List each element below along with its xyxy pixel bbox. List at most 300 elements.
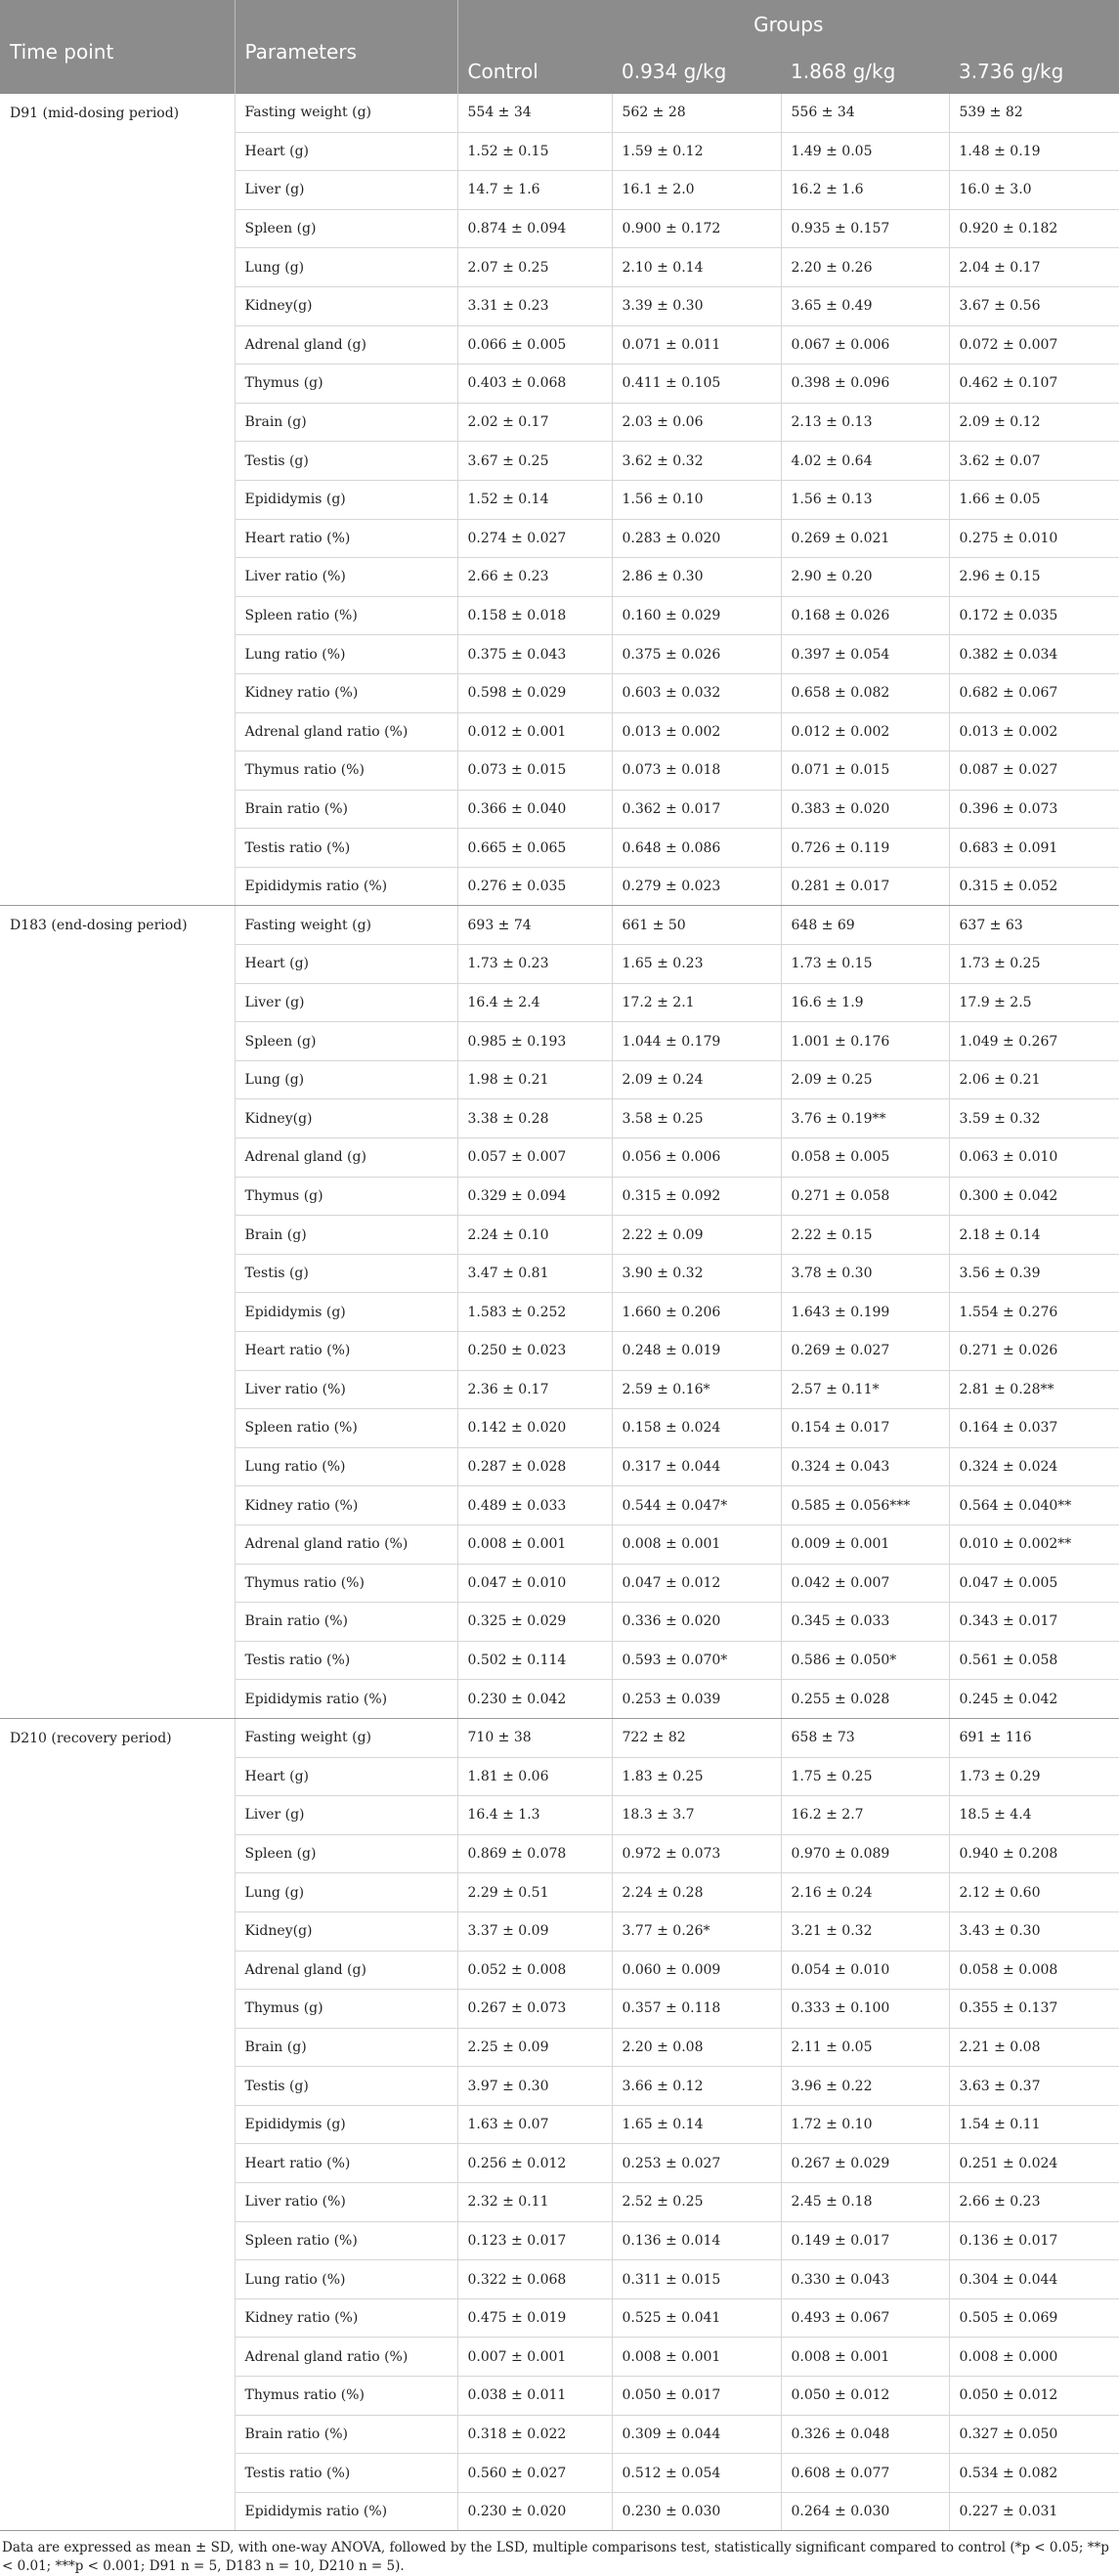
control-cell: 0.007 ± 0.001	[457, 2338, 612, 2377]
dose-mid-cell: 0.493 ± 0.067	[781, 2298, 949, 2338]
parameter-cell: Kidney(g)	[235, 286, 457, 325]
control-cell: 0.329 ± 0.094	[457, 1177, 612, 1216]
control-cell: 0.158 ± 0.018	[457, 596, 612, 635]
control-cell: 0.318 ± 0.022	[457, 2415, 612, 2454]
parameter-cell: Lung (g)	[235, 248, 457, 287]
parameter-cell: Brain (g)	[235, 403, 457, 442]
dose-low-cell: 0.317 ± 0.044	[612, 1447, 781, 1486]
dose-high-cell: 2.04 ± 0.17	[949, 248, 1119, 287]
parameter-cell: Thymus ratio (%)	[235, 2377, 457, 2416]
dose-low-cell: 0.047 ± 0.012	[612, 1564, 781, 1603]
dose-mid-cell: 0.267 ± 0.029	[781, 2144, 949, 2183]
dose-high-cell: 0.343 ± 0.017	[949, 1603, 1119, 1642]
control-cell: 0.874 ± 0.094	[457, 209, 612, 248]
dose-low-cell: 0.279 ± 0.023	[612, 867, 781, 906]
parameter-cell: Epididymis (g)	[235, 1293, 457, 1332]
dose-mid-cell: 3.21 ± 0.32	[781, 1911, 949, 1951]
dose-low-cell: 0.253 ± 0.027	[612, 2144, 781, 2183]
control-cell: 0.274 ± 0.027	[457, 519, 612, 558]
time-point-cell: D210 (recovery period)	[0, 1718, 235, 2530]
parameter-cell: Spleen (g)	[235, 209, 457, 248]
dose-low-cell: 0.375 ± 0.026	[612, 635, 781, 674]
control-cell: 0.230 ± 0.020	[457, 2492, 612, 2531]
time-point-cell: D183 (end-dosing period)	[0, 906, 235, 1718]
control-cell: 1.583 ± 0.252	[457, 1293, 612, 1332]
dose-high-cell: 0.164 ± 0.037	[949, 1409, 1119, 1448]
header-col-dose-mid: 1.868 g/kg	[781, 48, 949, 94]
header-groups: Groups	[457, 0, 1119, 48]
control-cell: 1.73 ± 0.23	[457, 945, 612, 984]
dose-low-cell: 16.1 ± 2.0	[612, 171, 781, 210]
dose-high-cell: 3.56 ± 0.39	[949, 1254, 1119, 1293]
dose-low-cell: 0.309 ± 0.044	[612, 2415, 781, 2454]
control-cell: 1.81 ± 0.06	[457, 1757, 612, 1796]
parameter-cell: Epididymis ratio (%)	[235, 1680, 457, 1719]
control-cell: 0.287 ± 0.028	[457, 1447, 612, 1486]
dose-high-cell: 0.300 ± 0.042	[949, 1177, 1119, 1216]
control-cell: 3.67 ± 0.25	[457, 442, 612, 481]
parameter-cell: Brain ratio (%)	[235, 2415, 457, 2454]
parameter-cell: Heart ratio (%)	[235, 519, 457, 558]
control-cell: 0.267 ± 0.073	[457, 1990, 612, 2029]
control-cell: 16.4 ± 1.3	[457, 1796, 612, 1835]
dose-low-cell: 0.060 ± 0.009	[612, 1951, 781, 1990]
dose-low-cell: 0.283 ± 0.020	[612, 519, 781, 558]
dose-mid-cell: 0.255 ± 0.028	[781, 1680, 949, 1719]
parameter-cell: Spleen ratio (%)	[235, 2221, 457, 2260]
header-parameters: Parameters	[235, 0, 457, 94]
control-cell: 0.598 ± 0.029	[457, 673, 612, 712]
dose-high-cell: 0.324 ± 0.024	[949, 1447, 1119, 1486]
dose-mid-cell: 1.49 ± 0.05	[781, 132, 949, 171]
dose-low-cell: 2.03 ± 0.06	[612, 403, 781, 442]
dose-mid-cell: 556 ± 34	[781, 94, 949, 132]
dose-mid-cell: 0.326 ± 0.048	[781, 2415, 949, 2454]
dose-high-cell: 0.227 ± 0.031	[949, 2492, 1119, 2531]
control-cell: 2.32 ± 0.11	[457, 2183, 612, 2222]
control-cell: 0.123 ± 0.017	[457, 2221, 612, 2260]
control-cell: 0.047 ± 0.010	[457, 1564, 612, 1603]
control-cell: 0.475 ± 0.019	[457, 2298, 612, 2338]
dose-low-cell: 562 ± 28	[612, 94, 781, 132]
dose-high-cell: 0.271 ± 0.026	[949, 1332, 1119, 1371]
time-point-cell: D91 (mid-dosing period)	[0, 94, 235, 906]
dose-mid-cell: 3.76 ± 0.19**	[781, 1099, 949, 1138]
dose-mid-cell: 3.78 ± 0.30	[781, 1254, 949, 1293]
dose-mid-cell: 0.281 ± 0.017	[781, 867, 949, 906]
parameter-cell: Thymus (g)	[235, 365, 457, 404]
dose-high-cell: 1.54 ± 0.11	[949, 2105, 1119, 2144]
dose-high-cell: 0.940 ± 0.208	[949, 1834, 1119, 1873]
dose-mid-cell: 0.168 ± 0.026	[781, 596, 949, 635]
dose-mid-cell: 0.271 ± 0.058	[781, 1177, 949, 1216]
dose-high-cell: 0.058 ± 0.008	[949, 1951, 1119, 1990]
dose-high-cell: 0.013 ± 0.002	[949, 712, 1119, 751]
control-cell: 2.02 ± 0.17	[457, 403, 612, 442]
control-cell: 2.25 ± 0.09	[457, 2028, 612, 2067]
dose-low-cell: 2.24 ± 0.28	[612, 1873, 781, 1912]
parameter-cell: Brain (g)	[235, 1216, 457, 1255]
dose-high-cell: 16.0 ± 3.0	[949, 171, 1119, 210]
dose-high-cell: 0.063 ± 0.010	[949, 1138, 1119, 1178]
dose-mid-cell: 0.397 ± 0.054	[781, 635, 949, 674]
dose-mid-cell: 0.042 ± 0.007	[781, 1564, 949, 1603]
dose-mid-cell: 0.054 ± 0.010	[781, 1951, 949, 1990]
control-cell: 710 ± 38	[457, 1718, 612, 1757]
parameter-cell: Testis (g)	[235, 442, 457, 481]
dose-mid-cell: 2.09 ± 0.25	[781, 1060, 949, 1099]
dose-high-cell: 1.73 ± 0.25	[949, 945, 1119, 984]
parameter-cell: Spleen ratio (%)	[235, 596, 457, 635]
dose-mid-cell: 658 ± 73	[781, 1718, 949, 1757]
dose-high-cell: 0.275 ± 0.010	[949, 519, 1119, 558]
parameter-cell: Epididymis ratio (%)	[235, 867, 457, 906]
parameter-cell: Lung (g)	[235, 1060, 457, 1099]
header-col-dose-high: 3.736 g/kg	[949, 48, 1119, 94]
dose-low-cell: 722 ± 82	[612, 1718, 781, 1757]
dose-high-cell: 1.049 ± 0.267	[949, 1022, 1119, 1061]
parameter-cell: Liver ratio (%)	[235, 2183, 457, 2222]
dose-mid-cell: 2.13 ± 0.13	[781, 403, 949, 442]
control-cell: 0.375 ± 0.043	[457, 635, 612, 674]
dose-low-cell: 3.77 ± 0.26*	[612, 1911, 781, 1951]
dose-high-cell: 2.66 ± 0.23	[949, 2183, 1119, 2222]
parameter-cell: Epididymis (g)	[235, 480, 457, 519]
dose-high-cell: 2.21 ± 0.08	[949, 2028, 1119, 2067]
dose-high-cell: 17.9 ± 2.5	[949, 983, 1119, 1022]
parameter-cell: Kidney ratio (%)	[235, 673, 457, 712]
control-cell: 1.63 ± 0.07	[457, 2105, 612, 2144]
dose-low-cell: 2.10 ± 0.14	[612, 248, 781, 287]
dose-mid-cell: 0.345 ± 0.033	[781, 1603, 949, 1642]
dose-high-cell: 1.73 ± 0.29	[949, 1757, 1119, 1796]
parameter-cell: Kidney(g)	[235, 1099, 457, 1138]
control-cell: 0.008 ± 0.001	[457, 1524, 612, 1564]
dose-low-cell: 1.59 ± 0.12	[612, 132, 781, 171]
parameter-cell: Testis (g)	[235, 1254, 457, 1293]
dose-low-cell: 0.071 ± 0.011	[612, 325, 781, 365]
dose-low-cell: 2.09 ± 0.24	[612, 1060, 781, 1099]
control-cell: 3.97 ± 0.30	[457, 2067, 612, 2106]
parameter-cell: Testis (g)	[235, 2067, 457, 2106]
control-cell: 2.36 ± 0.17	[457, 1370, 612, 1409]
dose-low-cell: 0.336 ± 0.020	[612, 1603, 781, 1642]
dose-high-cell: 0.047 ± 0.005	[949, 1564, 1119, 1603]
dose-high-cell: 0.087 ± 0.027	[949, 751, 1119, 791]
dose-high-cell: 0.561 ± 0.058	[949, 1641, 1119, 1680]
dose-low-cell: 0.603 ± 0.032	[612, 673, 781, 712]
control-cell: 0.665 ± 0.065	[457, 829, 612, 868]
dose-high-cell: 0.327 ± 0.050	[949, 2415, 1119, 2454]
dose-high-cell: 2.18 ± 0.14	[949, 1216, 1119, 1255]
dose-low-cell: 0.544 ± 0.047*	[612, 1486, 781, 1525]
dose-mid-cell: 3.65 ± 0.49	[781, 286, 949, 325]
parameter-cell: Heart (g)	[235, 132, 457, 171]
header-time-point: Time point	[0, 0, 235, 94]
dose-low-cell: 2.20 ± 0.08	[612, 2028, 781, 2067]
dose-low-cell: 2.22 ± 0.09	[612, 1216, 781, 1255]
dose-low-cell: 0.008 ± 0.001	[612, 2338, 781, 2377]
dose-high-cell: 0.050 ± 0.012	[949, 2377, 1119, 2416]
dose-low-cell: 0.525 ± 0.041	[612, 2298, 781, 2338]
dose-high-cell: 0.245 ± 0.042	[949, 1680, 1119, 1719]
header-col-dose-low: 0.934 g/kg	[612, 48, 781, 94]
control-cell: 0.066 ± 0.005	[457, 325, 612, 365]
dose-mid-cell: 0.383 ± 0.020	[781, 790, 949, 829]
dose-low-cell: 1.56 ± 0.10	[612, 480, 781, 519]
dose-high-cell: 0.396 ± 0.073	[949, 790, 1119, 829]
dose-high-cell: 637 ± 63	[949, 906, 1119, 945]
dose-low-cell: 0.362 ± 0.017	[612, 790, 781, 829]
control-cell: 2.66 ± 0.23	[457, 558, 612, 597]
parameter-cell: Kidney ratio (%)	[235, 2298, 457, 2338]
dose-low-cell: 3.66 ± 0.12	[612, 2067, 781, 2106]
parameter-cell: Brain ratio (%)	[235, 1603, 457, 1642]
dose-low-cell: 3.62 ± 0.32	[612, 442, 781, 481]
dose-low-cell: 0.311 ± 0.015	[612, 2260, 781, 2299]
dose-mid-cell: 0.324 ± 0.043	[781, 1447, 949, 1486]
dose-high-cell: 0.534 ± 0.082	[949, 2454, 1119, 2493]
dose-low-cell: 0.357 ± 0.118	[612, 1990, 781, 2029]
dose-mid-cell: 0.067 ± 0.006	[781, 325, 949, 365]
parameter-cell: Heart ratio (%)	[235, 1332, 457, 1371]
dose-mid-cell: 2.11 ± 0.05	[781, 2028, 949, 2067]
dose-mid-cell: 0.058 ± 0.005	[781, 1138, 949, 1178]
dose-high-cell: 1.48 ± 0.19	[949, 132, 1119, 171]
dose-low-cell: 1.660 ± 0.206	[612, 1293, 781, 1332]
dose-low-cell: 0.160 ± 0.029	[612, 596, 781, 635]
dose-mid-cell: 1.75 ± 0.25	[781, 1757, 949, 1796]
dose-high-cell: 3.63 ± 0.37	[949, 2067, 1119, 2106]
dose-high-cell: 691 ± 116	[949, 1718, 1119, 1757]
dose-low-cell: 17.2 ± 2.1	[612, 983, 781, 1022]
dose-mid-cell: 0.009 ± 0.001	[781, 1524, 949, 1564]
dose-low-cell: 2.86 ± 0.30	[612, 558, 781, 597]
dose-mid-cell: 0.012 ± 0.002	[781, 712, 949, 751]
table-row	[0, 906, 1119, 945]
dose-low-cell: 1.83 ± 0.25	[612, 1757, 781, 1796]
control-cell: 0.012 ± 0.001	[457, 712, 612, 751]
control-cell: 1.98 ± 0.21	[457, 1060, 612, 1099]
parameter-cell: Kidney ratio (%)	[235, 1486, 457, 1525]
parameter-cell: Epididymis ratio (%)	[235, 2492, 457, 2531]
control-cell: 2.24 ± 0.10	[457, 1216, 612, 1255]
dose-high-cell: 539 ± 82	[949, 94, 1119, 132]
control-cell: 3.38 ± 0.28	[457, 1099, 612, 1138]
dose-low-cell: 0.253 ± 0.039	[612, 1680, 781, 1719]
dose-mid-cell: 0.333 ± 0.100	[781, 1990, 949, 2029]
parameter-cell: Adrenal gland (g)	[235, 1951, 457, 1990]
dose-mid-cell: 2.22 ± 0.15	[781, 1216, 949, 1255]
parameter-cell: Fasting weight (g)	[235, 94, 457, 132]
parameter-cell: Adrenal gland (g)	[235, 325, 457, 365]
parameter-cell: Liver ratio (%)	[235, 1370, 457, 1409]
dose-low-cell: 0.136 ± 0.014	[612, 2221, 781, 2260]
dose-mid-cell: 0.269 ± 0.027	[781, 1332, 949, 1371]
dose-low-cell: 0.230 ± 0.030	[612, 2492, 781, 2531]
dose-mid-cell: 1.73 ± 0.15	[781, 945, 949, 984]
header-col-control: Control	[457, 48, 612, 94]
table-body	[0, 94, 1119, 2531]
dose-low-cell: 1.65 ± 0.23	[612, 945, 781, 984]
dose-high-cell: 0.172 ± 0.035	[949, 596, 1119, 635]
dose-mid-cell: 1.001 ± 0.176	[781, 1022, 949, 1061]
dose-mid-cell: 2.57 ± 0.11*	[781, 1370, 949, 1409]
dose-mid-cell: 0.935 ± 0.157	[781, 209, 949, 248]
parameter-cell: Liver ratio (%)	[235, 558, 457, 597]
control-cell: 0.250 ± 0.023	[457, 1332, 612, 1371]
dose-low-cell: 0.073 ± 0.018	[612, 751, 781, 791]
dose-mid-cell: 2.16 ± 0.24	[781, 1873, 949, 1912]
dose-low-cell: 0.972 ± 0.073	[612, 1834, 781, 1873]
table-row	[0, 94, 1119, 132]
parameter-cell: Adrenal gland ratio (%)	[235, 2338, 457, 2377]
control-cell: 16.4 ± 2.4	[457, 983, 612, 1022]
control-cell: 2.07 ± 0.25	[457, 248, 612, 287]
control-cell: 0.366 ± 0.040	[457, 790, 612, 829]
parameter-cell: Spleen ratio (%)	[235, 1409, 457, 1448]
parameter-cell: Lung ratio (%)	[235, 635, 457, 674]
dose-mid-cell: 0.398 ± 0.096	[781, 365, 949, 404]
control-cell: 0.230 ± 0.042	[457, 1680, 612, 1719]
parameter-cell: Lung ratio (%)	[235, 1447, 457, 1486]
dose-high-cell: 2.09 ± 0.12	[949, 403, 1119, 442]
dose-high-cell: 0.462 ± 0.107	[949, 365, 1119, 404]
dose-high-cell: 0.304 ± 0.044	[949, 2260, 1119, 2299]
dose-mid-cell: 0.269 ± 0.021	[781, 519, 949, 558]
parameter-cell: Kidney(g)	[235, 1911, 457, 1951]
dose-low-cell: 2.52 ± 0.25	[612, 2183, 781, 2222]
parameter-cell: Brain ratio (%)	[235, 790, 457, 829]
parameter-cell: Epididymis (g)	[235, 2105, 457, 2144]
control-cell: 0.276 ± 0.035	[457, 867, 612, 906]
dose-low-cell: 0.900 ± 0.172	[612, 209, 781, 248]
dose-high-cell: 0.136 ± 0.017	[949, 2221, 1119, 2260]
control-cell: 14.7 ± 1.6	[457, 171, 612, 210]
dose-mid-cell: 0.154 ± 0.017	[781, 1409, 949, 1448]
dose-low-cell: 661 ± 50	[612, 906, 781, 945]
table-footnote: Data are expressed as mean ± SD, with one-way ANOVA, followed by the LSD, multiple comparisons test, statistically significant compared to control (*p < 0.05; **p < 0.01; ***p < 0.001; D91 n = 5, D183 n = 10, D210 n = 5).	[2, 2540, 1109, 2575]
parameter-cell: Lung ratio (%)	[235, 2260, 457, 2299]
dose-mid-cell: 648 ± 69	[781, 906, 949, 945]
parameter-cell: Testis ratio (%)	[235, 2454, 457, 2493]
dose-mid-cell: 2.45 ± 0.18	[781, 2183, 949, 2222]
dose-low-cell: 0.008 ± 0.001	[612, 1524, 781, 1564]
dose-mid-cell: 0.071 ± 0.015	[781, 751, 949, 791]
control-cell: 2.29 ± 0.51	[457, 1873, 612, 1912]
dose-high-cell: 0.564 ± 0.040**	[949, 1486, 1119, 1525]
control-cell: 0.560 ± 0.027	[457, 2454, 612, 2493]
parameter-cell: Liver (g)	[235, 1796, 457, 1835]
parameter-cell: Lung (g)	[235, 1873, 457, 1912]
table-row	[0, 1718, 1119, 1757]
control-cell: 1.52 ± 0.15	[457, 132, 612, 171]
dose-high-cell: 2.06 ± 0.21	[949, 1060, 1119, 1099]
dose-high-cell: 1.554 ± 0.276	[949, 1293, 1119, 1332]
dose-mid-cell: 16.2 ± 1.6	[781, 171, 949, 210]
control-cell: 554 ± 34	[457, 94, 612, 132]
dose-mid-cell: 0.264 ± 0.030	[781, 2492, 949, 2531]
dose-mid-cell: 1.643 ± 0.199	[781, 1293, 949, 1332]
dose-mid-cell: 1.72 ± 0.10	[781, 2105, 949, 2144]
parameter-cell: Heart (g)	[235, 945, 457, 984]
dose-high-cell: 18.5 ± 4.4	[949, 1796, 1119, 1835]
dose-mid-cell: 0.330 ± 0.043	[781, 2260, 949, 2299]
dose-high-cell: 0.315 ± 0.052	[949, 867, 1119, 906]
dose-high-cell: 0.920 ± 0.182	[949, 209, 1119, 248]
dose-low-cell: 18.3 ± 3.7	[612, 1796, 781, 1835]
dose-mid-cell: 2.20 ± 0.26	[781, 248, 949, 287]
parameter-cell: Testis ratio (%)	[235, 1641, 457, 1680]
dose-mid-cell: 16.6 ± 1.9	[781, 983, 949, 1022]
dose-mid-cell: 0.586 ± 0.050*	[781, 1641, 949, 1680]
dose-low-cell: 0.050 ± 0.017	[612, 2377, 781, 2416]
dose-low-cell: 3.39 ± 0.30	[612, 286, 781, 325]
parameter-cell: Adrenal gland (g)	[235, 1138, 457, 1178]
parameter-cell: Thymus (g)	[235, 1990, 457, 2029]
dose-low-cell: 0.593 ± 0.070*	[612, 1641, 781, 1680]
parameter-cell: Spleen (g)	[235, 1022, 457, 1061]
parameter-cell: Spleen (g)	[235, 1834, 457, 1873]
control-cell: 3.47 ± 0.81	[457, 1254, 612, 1293]
control-cell: 1.52 ± 0.14	[457, 480, 612, 519]
dose-high-cell: 0.251 ± 0.024	[949, 2144, 1119, 2183]
dose-mid-cell: 0.008 ± 0.001	[781, 2338, 949, 2377]
dose-high-cell: 0.683 ± 0.091	[949, 829, 1119, 868]
dose-mid-cell: 0.608 ± 0.077	[781, 2454, 949, 2493]
dose-mid-cell: 4.02 ± 0.64	[781, 442, 949, 481]
dose-low-cell: 0.013 ± 0.002	[612, 712, 781, 751]
dose-low-cell: 0.512 ± 0.054	[612, 2454, 781, 2493]
control-cell: 0.869 ± 0.078	[457, 1834, 612, 1873]
parameter-cell: Fasting weight (g)	[235, 906, 457, 945]
dose-mid-cell: 0.050 ± 0.012	[781, 2377, 949, 2416]
dose-high-cell: 2.81 ± 0.28**	[949, 1370, 1119, 1409]
dose-mid-cell: 16.2 ± 2.7	[781, 1796, 949, 1835]
dose-low-cell: 0.056 ± 0.006	[612, 1138, 781, 1178]
dose-low-cell: 2.59 ± 0.16*	[612, 1370, 781, 1409]
control-cell: 0.256 ± 0.012	[457, 2144, 612, 2183]
dose-low-cell: 0.158 ± 0.024	[612, 1409, 781, 1448]
dose-low-cell: 0.315 ± 0.092	[612, 1177, 781, 1216]
dose-high-cell: 0.682 ± 0.067	[949, 673, 1119, 712]
parameter-cell: Liver (g)	[235, 171, 457, 210]
parameter-cell: Fasting weight (g)	[235, 1718, 457, 1757]
dose-high-cell: 0.008 ± 0.000	[949, 2338, 1119, 2377]
dose-low-cell: 0.648 ± 0.086	[612, 829, 781, 868]
parameter-cell: Brain (g)	[235, 2028, 457, 2067]
parameter-cell: Heart ratio (%)	[235, 2144, 457, 2183]
dose-mid-cell: 0.726 ± 0.119	[781, 829, 949, 868]
dose-mid-cell: 3.96 ± 0.22	[781, 2067, 949, 2106]
parameter-cell: Testis ratio (%)	[235, 829, 457, 868]
dose-high-cell: 0.505 ± 0.069	[949, 2298, 1119, 2338]
control-cell: 0.038 ± 0.011	[457, 2377, 612, 2416]
parameter-cell: Heart (g)	[235, 1757, 457, 1796]
dose-low-cell: 0.248 ± 0.019	[612, 1332, 781, 1371]
parameter-cell: Thymus ratio (%)	[235, 751, 457, 791]
control-cell: 0.142 ± 0.020	[457, 1409, 612, 1448]
dose-mid-cell: 2.90 ± 0.20	[781, 558, 949, 597]
dose-high-cell: 3.67 ± 0.56	[949, 286, 1119, 325]
dose-mid-cell: 0.658 ± 0.082	[781, 673, 949, 712]
control-cell: 0.489 ± 0.033	[457, 1486, 612, 1525]
control-cell: 0.052 ± 0.008	[457, 1951, 612, 1990]
dose-low-cell: 3.90 ± 0.32	[612, 1254, 781, 1293]
parameter-cell: Thymus (g)	[235, 1177, 457, 1216]
dose-high-cell: 2.12 ± 0.60	[949, 1873, 1119, 1912]
parameter-cell: Liver (g)	[235, 983, 457, 1022]
